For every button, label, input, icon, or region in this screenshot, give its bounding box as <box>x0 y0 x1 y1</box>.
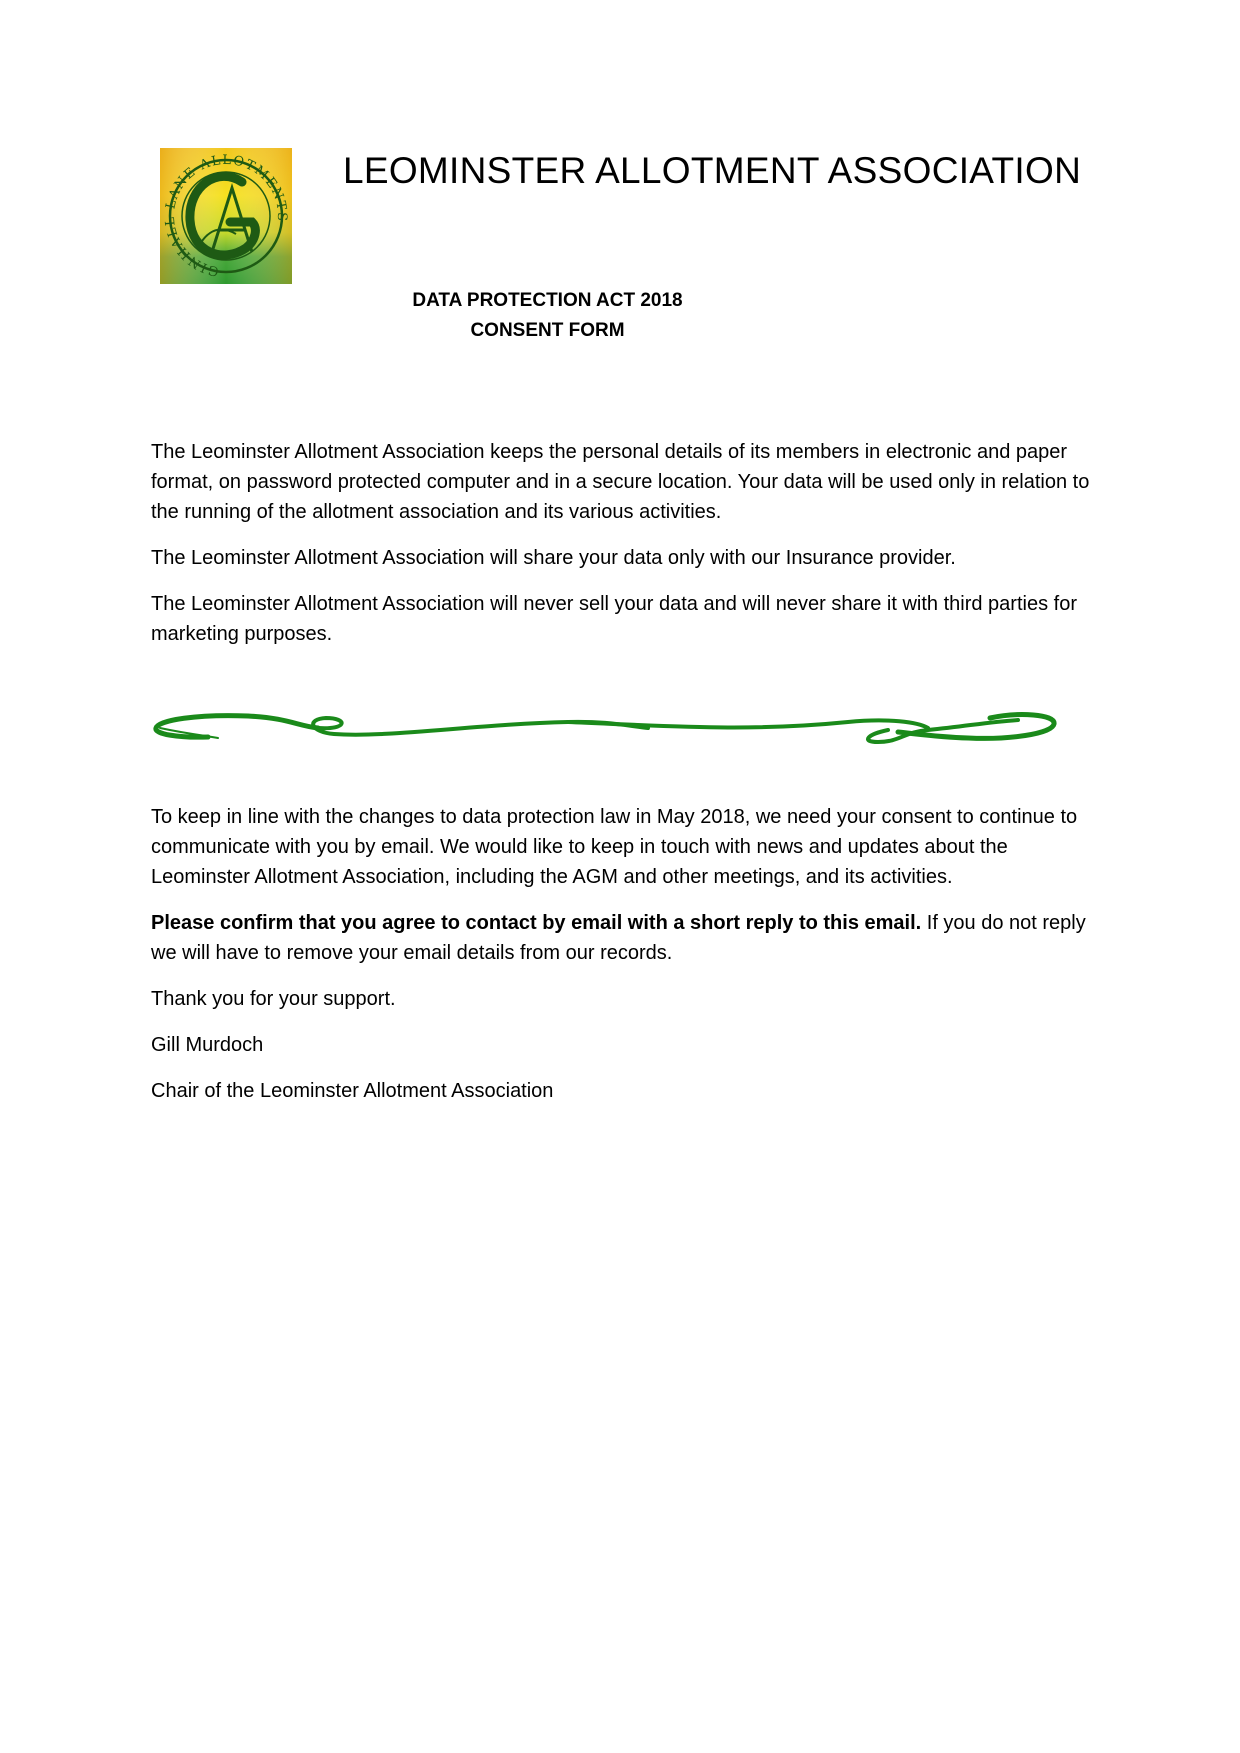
confirm-paragraph <box>151 908 1096 968</box>
data-policy-section <box>151 437 1096 665</box>
consent-request-paragraph: To keep in line with the changes to data protection law in May 2018, we need your consent to continue to communicate with you by email. We would like to keep in touch with news and updates about the Leominster Allotment Association, including the AGM and other meetings, and its activities. <box>151 806 1078 888</box>
policy-paragraph-sharing: The Leominster Allotment Association will share your data only with our Insurance provider. <box>151 547 956 569</box>
allotment-logo-icon <box>160 148 292 284</box>
document-heading <box>0 286 1240 346</box>
heading-act: DATA PROTECTION ACT 2018 <box>412 290 683 311</box>
policy-paragraph-no-sale: The Leominster Allotment Association will never sell your data and will never share it with third parties for marketing purposes. <box>151 593 1077 645</box>
svg-text:GINHALL LANE ALLOTMENTS: GINHALL LANE ALLOTMENTS <box>162 152 290 279</box>
organization-title: LEOMINSTER ALLOTMENT ASSOCIATION <box>343 150 1082 191</box>
policy-paragraph-storage: The Leominster Allotment Association keeps the personal details of its members in electronic and paper format, on password protected computer and in a secure location. Your data will be used only in relation to the running of the allotment association and its various activities. <box>151 441 1090 523</box>
scroll-flourish-divider-icon <box>148 704 1060 752</box>
heading-consent-form: CONSENT FORM <box>470 320 625 341</box>
signatory-title: Chair of the Leominster Allotment Association <box>151 1080 554 1102</box>
confirm-instruction: Please confirm that you agree to contact by email with a short reply to this email. <box>151 912 922 934</box>
confirm-consequence: If you do not reply we will have to remove your email details from our records. <box>151 912 1086 964</box>
email-consent-section <box>151 802 1096 1122</box>
thanks-line: Thank you for your support. <box>151 988 396 1010</box>
signatory-name: Gill Murdoch <box>151 1034 264 1056</box>
